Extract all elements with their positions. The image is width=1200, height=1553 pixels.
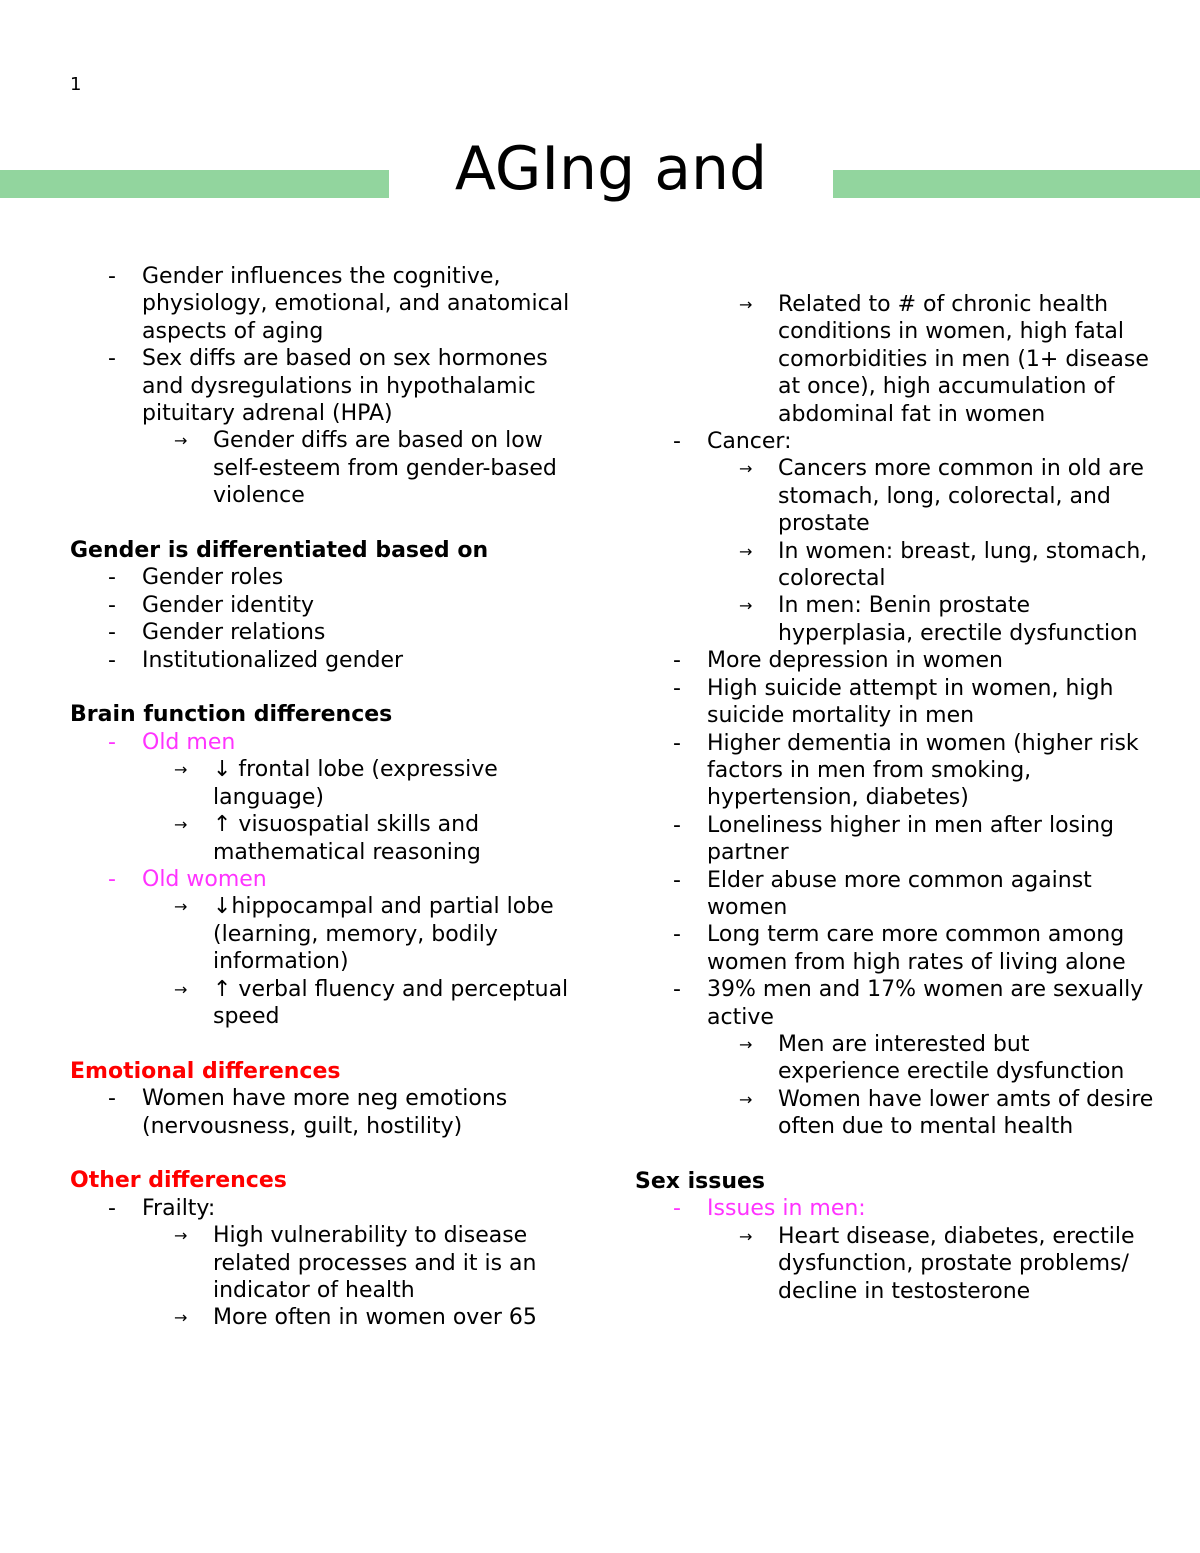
list-item-issues-in-men: - Issues in men: <box>635 1195 1155 1222</box>
list-item: - Gender identity <box>70 592 590 619</box>
sub-list-item: → Men are interested but experience erectile dysfunction <box>635 1031 1155 1086</box>
list-item-old-women: - Old women <box>70 866 590 893</box>
section-heading: Sex issues <box>635 1168 766 1194</box>
left-column <box>70 263 590 1332</box>
sub-list-item: → Women have lower amts of desire often due to mental health <box>635 1086 1155 1141</box>
sub-list-item: → ↓hippocampal and partial lobe (learning, memory, bodily information) <box>70 893 590 975</box>
list-item: - 39% men and 17% women are sexually active <box>635 976 1155 1031</box>
list-item: - Long term care more common among women from high rates of living alone <box>635 921 1155 976</box>
document-title: AGIng and <box>454 134 768 204</box>
sub-list-item: → ↑ visuospatial skills and mathematical reasoning <box>70 811 590 866</box>
sub-list-item: → Gender diffs are based on low self-esteem from gender-based violence <box>70 427 590 509</box>
section-heading: Brain function differences <box>70 702 393 728</box>
title-bar-left <box>0 170 389 198</box>
section-heading: Emotional differences <box>70 1058 341 1084</box>
list-item: - Loneliness higher in men after losing partner <box>635 812 1155 867</box>
list-item: - Higher dementia in women (higher risk factors in men from smoking, hypertension, diabetes) <box>635 730 1155 812</box>
list-item-old-men: - Old men <box>70 729 590 756</box>
list-item: - Gender roles <box>70 564 590 591</box>
list-item: - Institutionalized gender <box>70 647 590 674</box>
title-bar-right <box>833 170 1200 198</box>
sub-list-item: → ↓ frontal lobe (expressive language) <box>70 756 590 811</box>
list-item: - Sex diffs are based on sex hormones and dysregulations in hypothalamic pituitary adrenal (HPA) <box>70 345 590 427</box>
list-item: - High suicide attempt in women, high suicide mortality in men <box>635 675 1155 730</box>
list-item: - Cancer: <box>635 428 1155 455</box>
section-heading: Other differences <box>70 1168 287 1194</box>
right-column <box>635 291 1155 1305</box>
sub-list-item: → Heart disease, diabetes, erectile dysfunction, prostate problems/ decline in testosterone <box>635 1223 1155 1305</box>
list-item: - Frailty: <box>70 1195 590 1222</box>
list-item: - Elder abuse more common against women <box>635 867 1155 922</box>
sub-list-item: → High vulnerability to disease related processes and it is an indicator of health <box>70 1222 590 1304</box>
section-heading: Gender is differentiated based on <box>70 538 489 564</box>
list-item: - More depression in women <box>635 647 1155 674</box>
page-number: 1 <box>70 74 82 95</box>
sub-list-item: → Cancers more common in old are stomach, long, colorectal, and prostate <box>635 455 1155 537</box>
list-item: - Women have more neg emotions (nervousness, guilt, hostility) <box>70 1085 590 1140</box>
sub-list-item: → ↑ verbal fluency and perceptual speed <box>70 976 590 1031</box>
sub-list-item: → More often in women over 65 <box>70 1304 590 1331</box>
sub-list-item: → Related to # of chronic health conditions in women, high fatal comorbidities in men (1+ disease at once), high accumulation of abdominal fat in women <box>635 291 1155 428</box>
sub-list-item: → In women: breast, lung, stomach, colorectal <box>635 538 1155 593</box>
list-item: - Gender influences the cognitive, physiology, emotional, and anatomical aspects of aging <box>70 263 590 345</box>
sub-list-item: → In men: Benin prostate hyperplasia, erectile dysfunction <box>635 592 1155 647</box>
list-item: - Gender relations <box>70 619 590 646</box>
